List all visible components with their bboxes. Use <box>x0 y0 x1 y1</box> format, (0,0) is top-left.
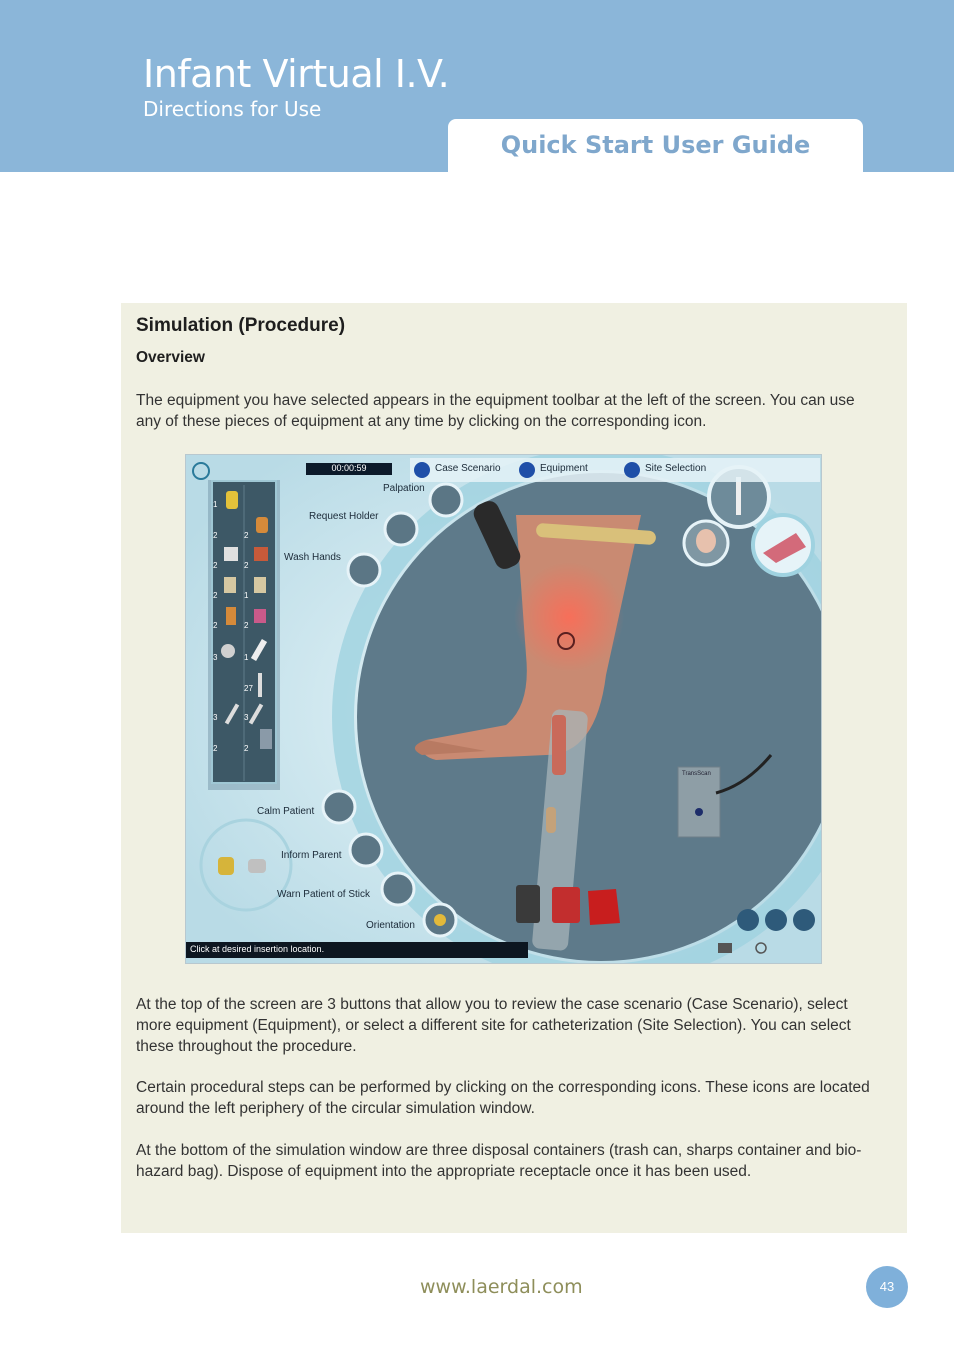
guide-tab-label: Quick Start User Guide <box>500 131 811 159</box>
transscan-device <box>678 767 720 837</box>
status-message: Click at desired insertion location. <box>190 944 325 954</box>
simulation-artwork <box>186 455 821 963</box>
section-title: Simulation (Procedure) <box>136 315 346 336</box>
page-number: 43 <box>866 1266 908 1308</box>
count-badge: 2 <box>244 744 249 753</box>
palpation-icon[interactable] <box>430 484 462 516</box>
home-icon[interactable] <box>718 943 732 953</box>
section-subtitle: Overview <box>136 349 205 366</box>
guide-tab <box>448 119 863 172</box>
footer-url[interactable]: www.laerdal.com <box>420 1276 583 1298</box>
request-holder-icon[interactable] <box>385 513 417 545</box>
equipment-button[interactable]: Equipment <box>540 463 588 474</box>
gloves-icon[interactable] <box>218 857 234 875</box>
count-badge: 1 <box>244 653 249 662</box>
orientation-label[interactable]: Orientation <box>366 920 415 931</box>
count-badge: 27 <box>244 684 253 693</box>
calm-patient-label[interactable]: Calm Patient <box>257 806 315 817</box>
case-scenario-icon[interactable] <box>414 462 430 478</box>
count-badge: 2 <box>244 621 249 630</box>
trash-can-icon[interactable] <box>516 885 540 923</box>
site-selection-icon[interactable] <box>624 462 640 478</box>
page-header <box>0 0 954 172</box>
wash-hands-icon[interactable] <box>348 554 380 586</box>
count-badge: 2 <box>244 531 249 540</box>
equipment-icon[interactable] <box>519 462 535 478</box>
inform-parent-label[interactable]: Inform Parent <box>281 850 342 861</box>
count-badge: 2 <box>213 621 218 630</box>
case-scenario-button[interactable]: Case Scenario <box>435 463 501 474</box>
back-arrow-icon[interactable] <box>737 909 759 931</box>
paragraph-top-buttons: At the top of the screen are 3 buttons that allow you to review the case scenario (Case Scenario), select more equipment (Equipment), or select a different site for catheterization (Site Selection). You can select these throughout the procedure. <box>136 996 851 1055</box>
help-icon[interactable] <box>765 909 787 931</box>
simulation-screenshot <box>186 455 821 963</box>
request-holder-label[interactable]: Request Holder <box>309 511 379 522</box>
calm-patient-icon[interactable] <box>323 791 355 823</box>
warn-patient-label[interactable]: Warn Patient of Stick <box>277 889 370 900</box>
device-label: TransScan <box>682 771 711 777</box>
site-selection-button[interactable]: Site Selection <box>645 463 707 474</box>
biohazard-bag-icon[interactable] <box>588 889 620 925</box>
inform-parent-icon[interactable] <box>350 834 382 866</box>
count-badge: 2 <box>213 531 218 540</box>
document-title: Infant Virtual I.V. <box>143 52 450 96</box>
count-badge: 3 <box>213 653 218 662</box>
count-badge: 2 <box>244 561 249 570</box>
palpation-label[interactable]: Palpation <box>383 483 425 494</box>
count-badge: 1 <box>213 500 218 509</box>
sharps-container-icon[interactable] <box>552 887 580 923</box>
wash-hands-label[interactable]: Wash Hands <box>284 552 341 563</box>
timer-display: 00:00:59 <box>331 463 367 473</box>
paragraph-overview: The equipment you have selected appears in the equipment toolbar at the left of the screen. You can use any of these pieces of equipment at any time by clicking on the corresponding icon. <box>136 392 855 430</box>
count-badge: 2 <box>213 561 218 570</box>
forward-arrow-icon[interactable] <box>793 909 815 931</box>
count-badge: 3 <box>213 713 218 722</box>
paragraph-disposal: At the bottom of the simulation window are three disposal containers (trash can, sharps container and bio-hazard bag). Dispose of equipment into the appropriate receptacle once it has been used. <box>136 1142 862 1180</box>
count-badge: 2 <box>213 591 218 600</box>
count-badge: 1 <box>244 591 249 600</box>
warn-patient-icon[interactable] <box>382 873 414 905</box>
document-subtitle: Directions for Use <box>143 97 322 121</box>
count-badge: 3 <box>244 713 249 722</box>
paragraph-procedural-icons: Certain procedural steps can be performed by clicking on the corresponding icons. These icons are located around the left periphery of the circular simulation window. <box>136 1079 870 1117</box>
tourniquet-icon[interactable] <box>248 859 266 873</box>
count-badge: 2 <box>213 744 218 753</box>
